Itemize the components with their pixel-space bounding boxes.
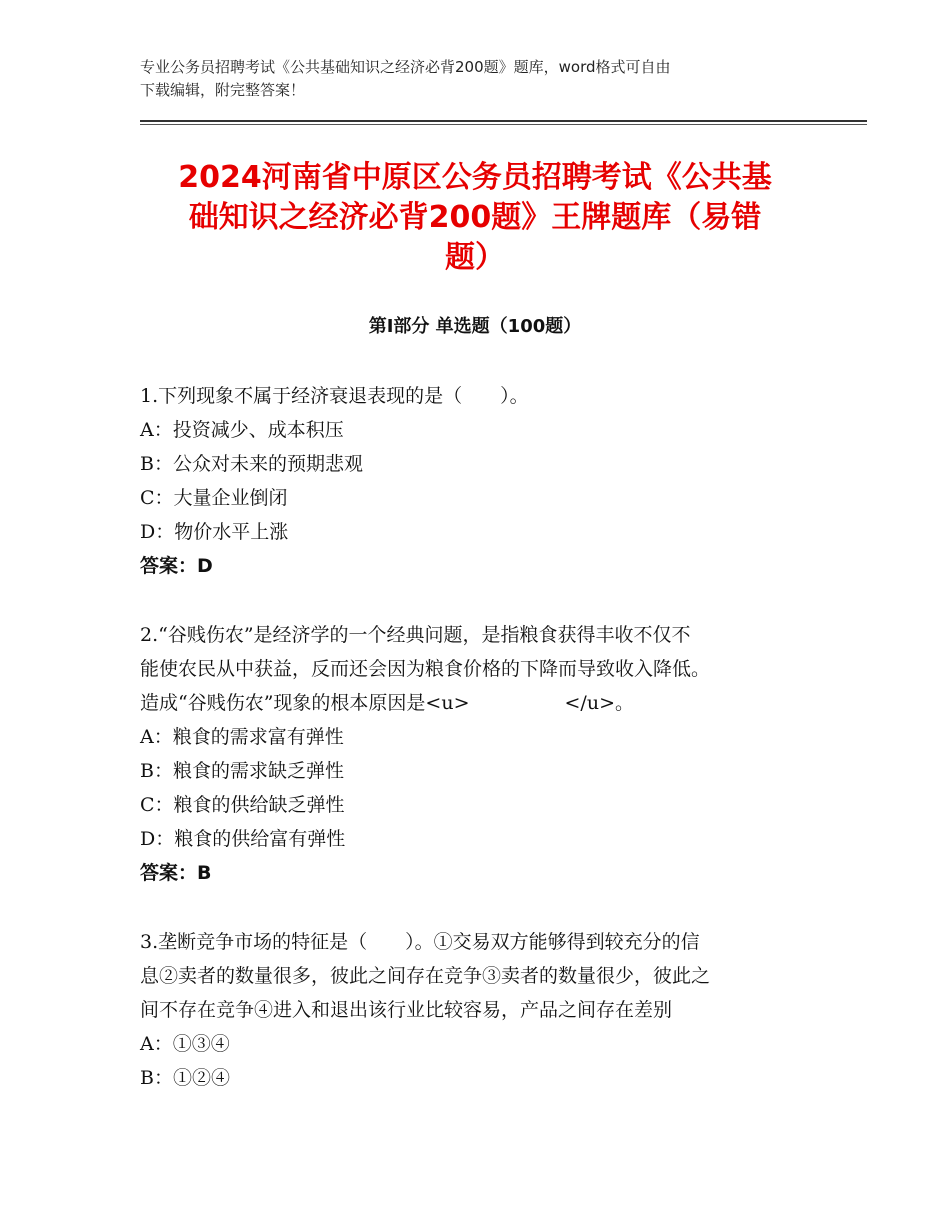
question-2-stem-line: 2.“谷贱伤农”是经济学的一个经典问题，是指粮食获得丰收不仅不 xyxy=(140,624,691,646)
question-2-stem-line: 能使农民从中获益，反而还会因为粮食价格的下降而导致收入降低。 xyxy=(140,658,711,680)
question-1-option-d: D：物价水平上涨 xyxy=(140,521,289,543)
question-1-option-a: A：投资减少、成本积压 xyxy=(140,419,344,441)
document-title xyxy=(130,158,820,278)
question-1-option-b: B：公众对未来的预期悲观 xyxy=(140,453,363,475)
question-2-option-d: D：粮食的供给富有弹性 xyxy=(140,828,346,850)
question-3-stem-line: 间不存在竞争④进入和退出该行业比较容易，产品之间存在差别 xyxy=(140,999,673,1021)
question-1-answer: 答案：D xyxy=(140,555,213,577)
question-2-option-a: A：粮食的需求富有弹性 xyxy=(140,726,344,748)
question-2-option-c: C：粮食的供给缺乏弹性 xyxy=(140,794,345,816)
question-3-stem-line: 息②卖者的数量很多，彼此之间存在竞争③卖者的数量很少，彼此之 xyxy=(140,965,711,987)
question-2-option-b: B：粮食的需求缺乏弹性 xyxy=(140,760,344,782)
title-line: 础知识之经济必背200题》王牌题库（易错 xyxy=(188,200,762,235)
question-1-option-c: C：大量企业倒闭 xyxy=(140,487,288,509)
header-note-line: 专业公务员招聘考试《公共基础知识之经济必背200题》题库，word格式可自由 xyxy=(140,58,671,76)
question-3-option-a: A：①③④ xyxy=(140,1033,230,1055)
question-3-stem-line: 3.垄断竞争市场的特征是（ ）。①交易双方能够得到较充分的信 xyxy=(140,931,700,953)
header-note xyxy=(140,56,810,102)
title-line: 题） xyxy=(445,240,505,275)
question-2-answer: 答案：B xyxy=(140,862,212,884)
title-line: 2024河南省中原区公务员招聘考试《公共基 xyxy=(178,160,772,195)
header-divider-thin xyxy=(140,124,867,125)
header-note-line: 下载编辑，附完整答案！ xyxy=(140,81,306,99)
question-3-option-b: B：①②④ xyxy=(140,1067,230,1089)
header-divider-thick xyxy=(140,120,867,122)
question-1-stem: 1.下列现象不属于经济衰退表现的是（ ）。 xyxy=(140,385,529,407)
question-2-stem-line: 造成“谷贱伤农”现象的根本原因是<u> </u>。 xyxy=(140,692,634,714)
section-heading: 第Ⅰ部分 单选题（100题） xyxy=(368,316,582,337)
